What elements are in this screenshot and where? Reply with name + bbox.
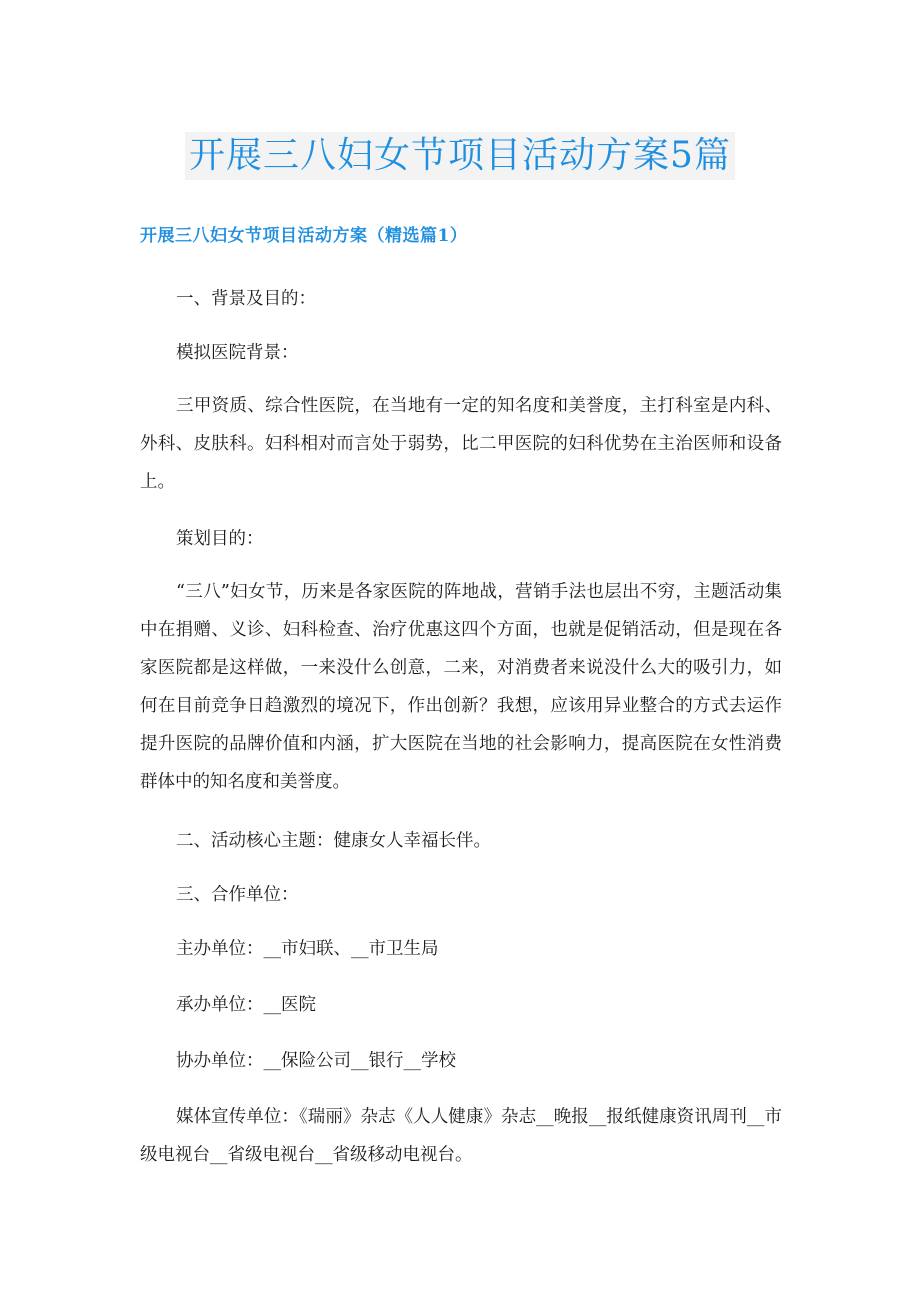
paragraph-core-theme: 二、活动核心主题：健康女人幸福长伴。 xyxy=(176,831,491,851)
paragraph-host-unit: 主办单位：__市妇联、__市卫生局 xyxy=(176,939,439,959)
paragraph-background-purpose: 一、背景及目的： xyxy=(176,289,316,309)
section-heading: 开展三八妇女节项目活动方案（精选篇1） xyxy=(140,226,468,246)
paragraph-hospital-background-label: 模拟医院背景： xyxy=(176,343,299,363)
paragraph-partners-label: 三、合作单位： xyxy=(176,885,299,905)
document-title-text: 开展三八妇女节项目活动方案5篇 xyxy=(185,132,735,180)
paragraph-plan-purpose: “三八”妇女节，历来是各家医院的阵地战，营销手法也层出不穷，主题活动集中在捐赠、义诊、妇科检查、治疗优惠这四个方面，也就是促销活动，但是现在各家医院都是这样做，一来没什么创意，二来，对消费者来说没什么大的吸引力，如何在目前竞争日趋激烈的境况下，作出创新？我想，应该用异业整合的方式去运作提升医院的品牌价值和内涵，扩大医院在当地的社会影响力，提高医院在女性消费群体中的知名度和美誉度。 xyxy=(140,582,782,792)
document-title xyxy=(0,132,920,180)
paragraph-co-organizer-unit: 协办单位：__保险公司__银行__学校 xyxy=(176,1051,456,1071)
paragraph-organizer-unit: 承办单位：__医院 xyxy=(176,995,316,1015)
paragraph-media-unit: 媒体宣传单位：《瑞丽》杂志《人人健康》杂志__晚报__报纸健康资讯周刊__市级电视台__省级电视台__省级移动电视台。 xyxy=(140,1107,782,1165)
paragraph-plan-purpose-label: 策划目的： xyxy=(176,529,264,549)
paragraph-hospital-background: 三甲资质、综合性医院，在当地有一定的知名度和美誉度，主打科室是内科、外科、皮肤科。妇科相对而言处于弱势，比二甲医院的妇科优势在主治医师和设备上。 xyxy=(140,396,782,492)
